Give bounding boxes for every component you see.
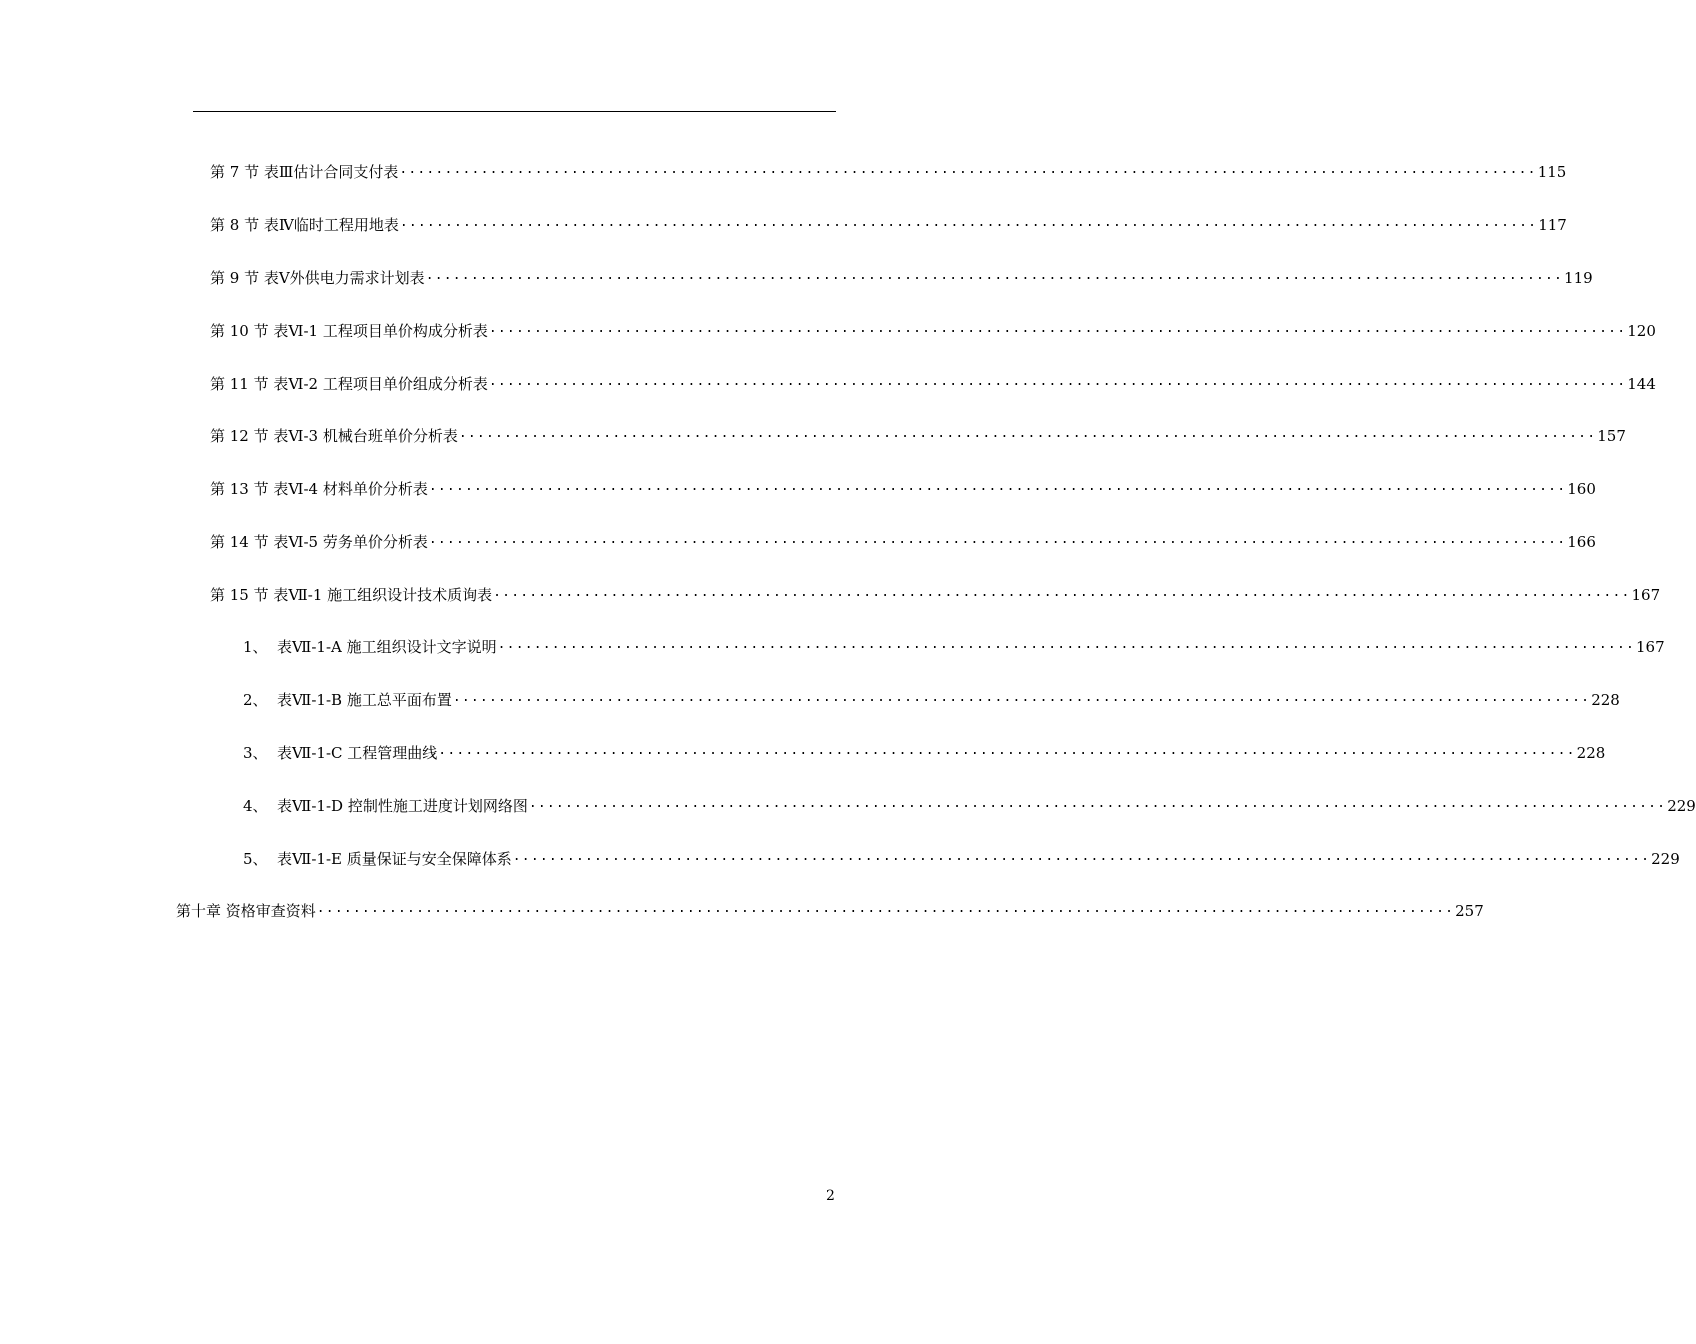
toc-entry-title: 表Ⅶ-1-E 质量保证与安全保障体系 <box>277 850 512 868</box>
toc-entry[interactable] <box>210 264 1593 288</box>
toc-entry-label <box>243 743 437 763</box>
toc-entry-page: 229 <box>1667 797 1696 815</box>
page-number: 2 <box>826 1188 835 1204</box>
toc-entry[interactable] <box>210 581 1661 605</box>
toc-entry[interactable] <box>210 370 1656 394</box>
dot-leader: .............................................................................................................................. <box>488 374 1627 389</box>
toc-entry-page: 228 <box>1591 691 1620 709</box>
toc-entry-number: 2、 <box>243 691 268 709</box>
toc-entry[interactable] <box>210 422 1626 446</box>
toc-entry-page: 144 <box>1627 375 1656 393</box>
dot-leader: .............................................................................................................................. <box>428 532 1567 547</box>
toc-entry-page: 120 <box>1627 322 1656 340</box>
toc-entry-number: 1、 <box>243 638 268 656</box>
toc-entry[interactable] <box>176 897 1484 921</box>
toc-entry[interactable] <box>243 845 1680 869</box>
toc-entry-label: 第 12 节 表Ⅵ-3 机械台班单价分析表 <box>210 427 458 445</box>
toc-entry[interactable] <box>243 739 1606 763</box>
toc-entry[interactable] <box>210 317 1656 341</box>
dot-leader: .............................................................................................................................. <box>528 796 1667 811</box>
toc-entry-title: 表Ⅶ-1-D 控制性施工进度计划网络图 <box>277 797 528 815</box>
toc-entry-number: 3、 <box>243 744 268 762</box>
toc-entry-number: 5、 <box>243 850 268 868</box>
toc-entry-page: 229 <box>1651 850 1680 868</box>
toc-entry-label: 第 8 节 表Ⅳ临时工程用地表 <box>210 216 399 234</box>
toc-entry[interactable] <box>210 158 1567 182</box>
toc-entry-label: 第 10 节 表Ⅵ-1 工程项目单价构成分析表 <box>210 322 488 340</box>
toc-entry-number: 4、 <box>243 797 268 815</box>
toc-entry-page: 167 <box>1631 586 1661 604</box>
dot-leader: .............................................................................................................................. <box>458 426 1597 441</box>
toc-entry-label <box>243 796 528 816</box>
toc-entry-label: 第 11 节 表Ⅵ-2 工程项目单价组成分析表 <box>210 375 488 393</box>
dot-leader: .............................................................................................................................. <box>493 585 1631 600</box>
toc-entry-page: 157 <box>1597 427 1626 445</box>
toc-entry-page: 115 <box>1537 163 1567 181</box>
toc-entry-page: 117 <box>1538 216 1567 234</box>
toc-entry-label: 第 14 节 表Ⅵ-5 劳务单价分析表 <box>210 533 428 551</box>
toc-entry-label: 第 13 节 表Ⅵ-4 材料单价分析表 <box>210 480 428 498</box>
toc-entry-label <box>243 690 452 710</box>
toc-entry-label: 第十章 资格审查资料 <box>176 902 316 920</box>
dot-leader: .............................................................................................................................. <box>399 162 1537 177</box>
toc-entry-title: 表Ⅶ-1-C 工程管理曲线 <box>277 744 438 762</box>
toc-entry-page: 257 <box>1455 902 1484 920</box>
toc-entry-label: 第 9 节 表Ⅴ外供电力需求计划表 <box>210 269 425 287</box>
toc-entry-label <box>243 637 497 657</box>
toc-entry[interactable] <box>210 211 1567 235</box>
dot-leader: .............................................................................................................................. <box>428 479 1567 494</box>
toc-entry[interactable] <box>210 528 1596 552</box>
header-rule <box>193 111 836 112</box>
toc-entry[interactable] <box>210 475 1596 499</box>
dot-leader: .............................................................................................................................. <box>425 268 1564 283</box>
dot-leader: .............................................................................................................................. <box>399 215 1538 230</box>
toc-entry-page: 167 <box>1636 638 1665 656</box>
toc-entry-label <box>243 849 512 869</box>
toc-entry-label: 第 15 节 表Ⅶ-1 施工组织设计技术质询表 <box>210 586 493 604</box>
toc-entry-page: 119 <box>1564 269 1593 287</box>
dot-leader: .............................................................................................................................. <box>438 743 1576 758</box>
toc-entry-page: 166 <box>1567 533 1596 551</box>
toc-entry-title: 表Ⅶ-1-A 施工组织设计文字说明 <box>277 638 497 656</box>
toc-entry[interactable] <box>243 792 1696 816</box>
dot-leader: .............................................................................................................................. <box>488 321 1627 336</box>
toc-entry-title: 表Ⅶ-1-B 施工总平面布置 <box>277 691 452 709</box>
dot-leader: .............................................................................................................................. <box>452 690 1591 705</box>
toc-entry[interactable] <box>243 686 1620 710</box>
toc-entry-page: 228 <box>1576 744 1606 762</box>
toc-entry-page: 160 <box>1567 480 1596 498</box>
dot-leader: .............................................................................................................................. <box>512 849 1651 864</box>
dot-leader: .............................................................................................................................. <box>497 637 1635 652</box>
toc-entry[interactable] <box>243 633 1665 657</box>
dot-leader: .............................................................................................................................. <box>316 901 1455 916</box>
toc-entry-label: 第 7 节 表Ⅲ估计合同支付表 <box>210 163 399 181</box>
